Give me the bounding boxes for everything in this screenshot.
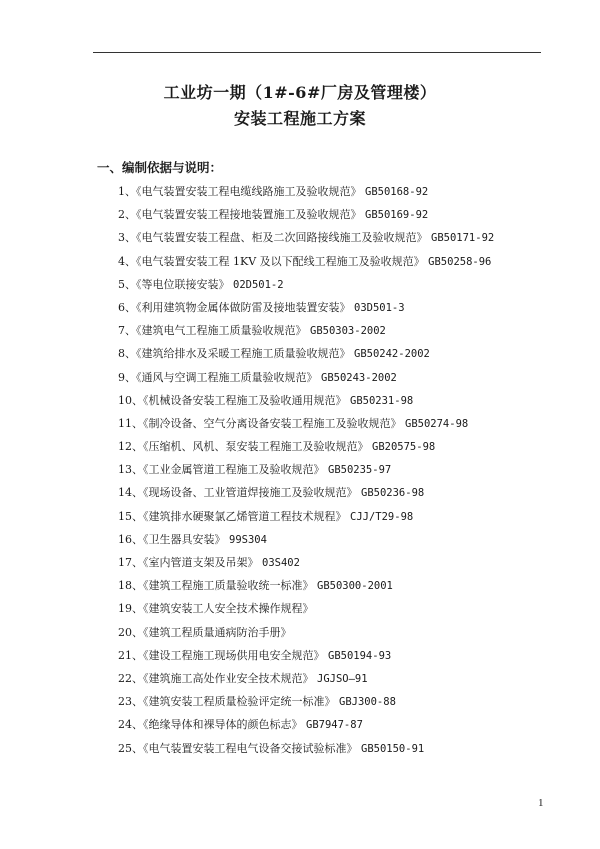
reference-title: 7、《建筑电气工程施工质量验收规范》 <box>118 324 307 338</box>
reference-item <box>118 366 494 389</box>
reference-code: 99S304 <box>229 533 267 546</box>
reference-code: GB50303-2002 <box>310 325 386 338</box>
reference-item <box>118 180 494 203</box>
reference-title: 8、《建筑给排水及采暖工程施工质量验收规范》 <box>118 347 351 361</box>
reference-title: 9、《通风与空调工程施工质量验收规范》 <box>118 370 318 384</box>
reference-item <box>118 481 494 504</box>
reference-title: 1、《电气装置安装工程电缆线路施工及验收规范》 <box>118 185 362 198</box>
reference-code: 02D501-2 <box>233 278 284 291</box>
reference-item <box>118 296 494 319</box>
reference-item <box>118 319 494 342</box>
reference-code: GB50274-98 <box>405 417 469 430</box>
reference-item <box>118 505 494 528</box>
document-subtitle: 安装工程施工方案 <box>233 109 366 128</box>
reference-title: 21、《建设工程施工现场供用电安全规范》 <box>118 648 325 662</box>
reference-code: GB50171-92 <box>431 232 495 245</box>
reference-code: JGJSO—91 <box>317 672 368 685</box>
reference-code: 03D501-3 <box>354 301 405 314</box>
reference-code: GB20575-98 <box>372 441 436 454</box>
reference-code: GB50235-97 <box>328 464 392 477</box>
reference-title: 3、《电气装置安装工程盘、柜及二次回路接线施工及验收规范》 <box>118 231 428 245</box>
reference-title: 19、《建筑安装工人安全技术操作规程》 <box>118 602 314 616</box>
reference-item <box>118 690 494 713</box>
reference-item <box>118 203 494 226</box>
reference-title: 4、《电气装置安装工程 1KV 及以下配线工程施工及验收规范》 <box>118 254 425 268</box>
reference-item <box>118 389 494 412</box>
reference-title: 2、《电气装置安装工程接地装置施工及验收规范》 <box>118 208 362 222</box>
reference-title: 6、《利用建筑物金属体做防雷及接地装置安装》 <box>118 300 351 314</box>
reference-code: GB50258-96 <box>428 255 492 268</box>
reference-item <box>118 412 494 435</box>
reference-title: 22、《建筑施工高处作业安全技术规范》 <box>118 671 314 685</box>
reference-title: 25、《电气装置安装工程电气设备交接试验标准》 <box>118 741 358 755</box>
reference-item <box>118 551 494 574</box>
document-title: 工业坊一期（1#-6#厂房及管理楼） <box>163 83 437 102</box>
reference-code: GB50236-98 <box>361 487 425 500</box>
reference-code: GB50231-98 <box>350 394 414 407</box>
reference-title: 15、《建筑排水硬聚氯乙烯管道工程技术规程》 <box>118 509 347 523</box>
reference-title: 18、《建筑工程施工质量验收统一标准》 <box>118 579 314 593</box>
reference-item <box>118 597 494 620</box>
page-number: 1 <box>538 797 544 809</box>
reference-code: GB50194-93 <box>328 649 392 662</box>
header-rule <box>93 52 541 53</box>
reference-title: 12、《压缩机、风机、泵安装工程施工及验收规范》 <box>118 440 369 454</box>
reference-item <box>118 574 494 597</box>
reference-item <box>118 435 494 458</box>
reference-title: 11、《制冷设备、空气分离设备安装工程施工及验收规范》 <box>118 416 402 430</box>
reference-title: 20、《建筑工程质量通病防治手册》 <box>118 625 292 639</box>
reference-item <box>118 644 494 667</box>
reference-item <box>118 250 494 273</box>
reference-code: GB50150-91 <box>361 742 425 755</box>
reference-code: GB50242-2002 <box>354 348 430 361</box>
reference-title: 13、《工业金属管道工程施工及验收规范》 <box>118 463 325 477</box>
reference-code: 03S402 <box>262 557 300 569</box>
reference-title: 23、《建筑安装工程质量检验评定统一标准》 <box>118 695 336 709</box>
reference-item <box>118 273 494 296</box>
reference-title: 5、《等电位联接安装》 <box>118 277 230 291</box>
reference-title: 24、《绝缘导体和裸导体的颜色标志》 <box>118 718 303 732</box>
reference-title: 16、《卫生器具安装》 <box>118 532 226 546</box>
reference-title: 17、《室内管道支架及吊架》 <box>118 556 259 569</box>
reference-code: GB50168-92 <box>365 186 429 198</box>
reference-code: GBJ300-88 <box>339 696 396 709</box>
section-heading: 一、编制依据与说明： <box>97 160 223 175</box>
reference-title: 14、《现场设备、工业管道焊接施工及验收规范》 <box>118 486 358 500</box>
reference-item <box>118 528 494 551</box>
reference-code: GB7947-87 <box>306 719 363 732</box>
reference-list <box>118 180 494 760</box>
reference-item <box>118 342 494 365</box>
reference-title: 10、《机械设备安装工程施工及验收通用规范》 <box>118 393 347 407</box>
reference-item <box>118 737 494 760</box>
reference-item <box>118 713 494 736</box>
reference-code: GB50243-2002 <box>321 371 397 384</box>
reference-code: CJJ/T29-98 <box>350 510 414 523</box>
reference-code: GB50169-92 <box>365 209 429 222</box>
reference-item <box>118 226 494 249</box>
reference-item <box>118 667 494 690</box>
reference-code: GB50300-2001 <box>317 580 393 593</box>
reference-item <box>118 458 494 481</box>
reference-item <box>118 621 494 644</box>
